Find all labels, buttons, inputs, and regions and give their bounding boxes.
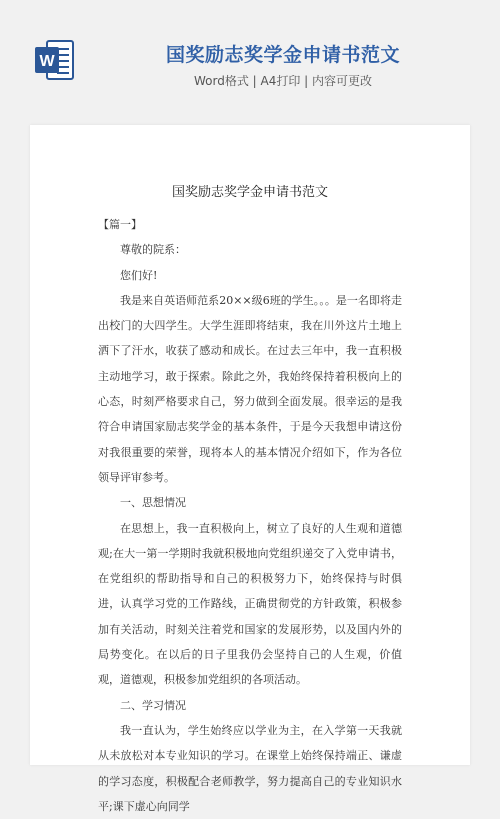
paragraph-thought: 在思想上，我一直积极向上，树立了良好的人生观和道德观;在大一第一学期时我就积极地向党组织递交了入党申请书，在党组织的帮助指导和自己的积极努力下，始终保持与时俱进，认真学习党的工作路线，正确贯彻党的方针政策，积极参加有关活动，时刻关注着党和国家的发展形势，以及国内外的局势变化。在以后的日子里我仍会坚持自己的人生观，价值观，道德观，积极参加党组织的各项活动。 — [98, 521, 402, 687]
svg-text:W: W — [39, 53, 55, 70]
document-title: 国奖励志奖学金申请书范文 — [171, 185, 328, 200]
document-body — [98, 212, 402, 819]
salutation: 尊敬的院系： — [120, 243, 186, 257]
section-marker: 【篇一】 — [98, 218, 142, 231]
paragraph-intro: 我是来自英语师范系20××级6班的学生。。。是一名即将走出校门的大四学生。大学生涯即将结束，我在川外这片土地上洒下了汗水，收获了感动和成长。在过去三年中，我一直积极主动地学习，敢于探索。除此之外，我始终保持着积极向上的心态，时刻严格要求自己，努力做到全面发展。很幸运的是我符合申请国家励志奖学金的基本条件，于是今天我想申请这份对我很重要的荣誉，现将本人的基本情况介绍如下，作为各位领导评审参考。 — [98, 293, 402, 484]
template-subtitle: Word格式 | A4打印 | 内容可更改 — [193, 74, 373, 88]
heading-study: 二、学习情况 — [120, 698, 186, 712]
paragraph-study: 我一直认为，学生始终应以学业为主，在入学第一天我就从未放松对本专业知识的学习。在课堂上始终保持端正、谦虚的学习态度，积极配合老师教学，努力提高自己的专业知识水平;课下虚心向同学 — [98, 723, 402, 813]
word-icon — [33, 38, 77, 82]
heading-thought: 一、思想情况 — [120, 496, 186, 510]
template-title: 国奖励志奖学金申请书范文 — [165, 44, 400, 66]
document-header — [0, 0, 500, 100]
greeting: 您们好! — [120, 268, 158, 282]
document-page — [30, 125, 470, 813]
